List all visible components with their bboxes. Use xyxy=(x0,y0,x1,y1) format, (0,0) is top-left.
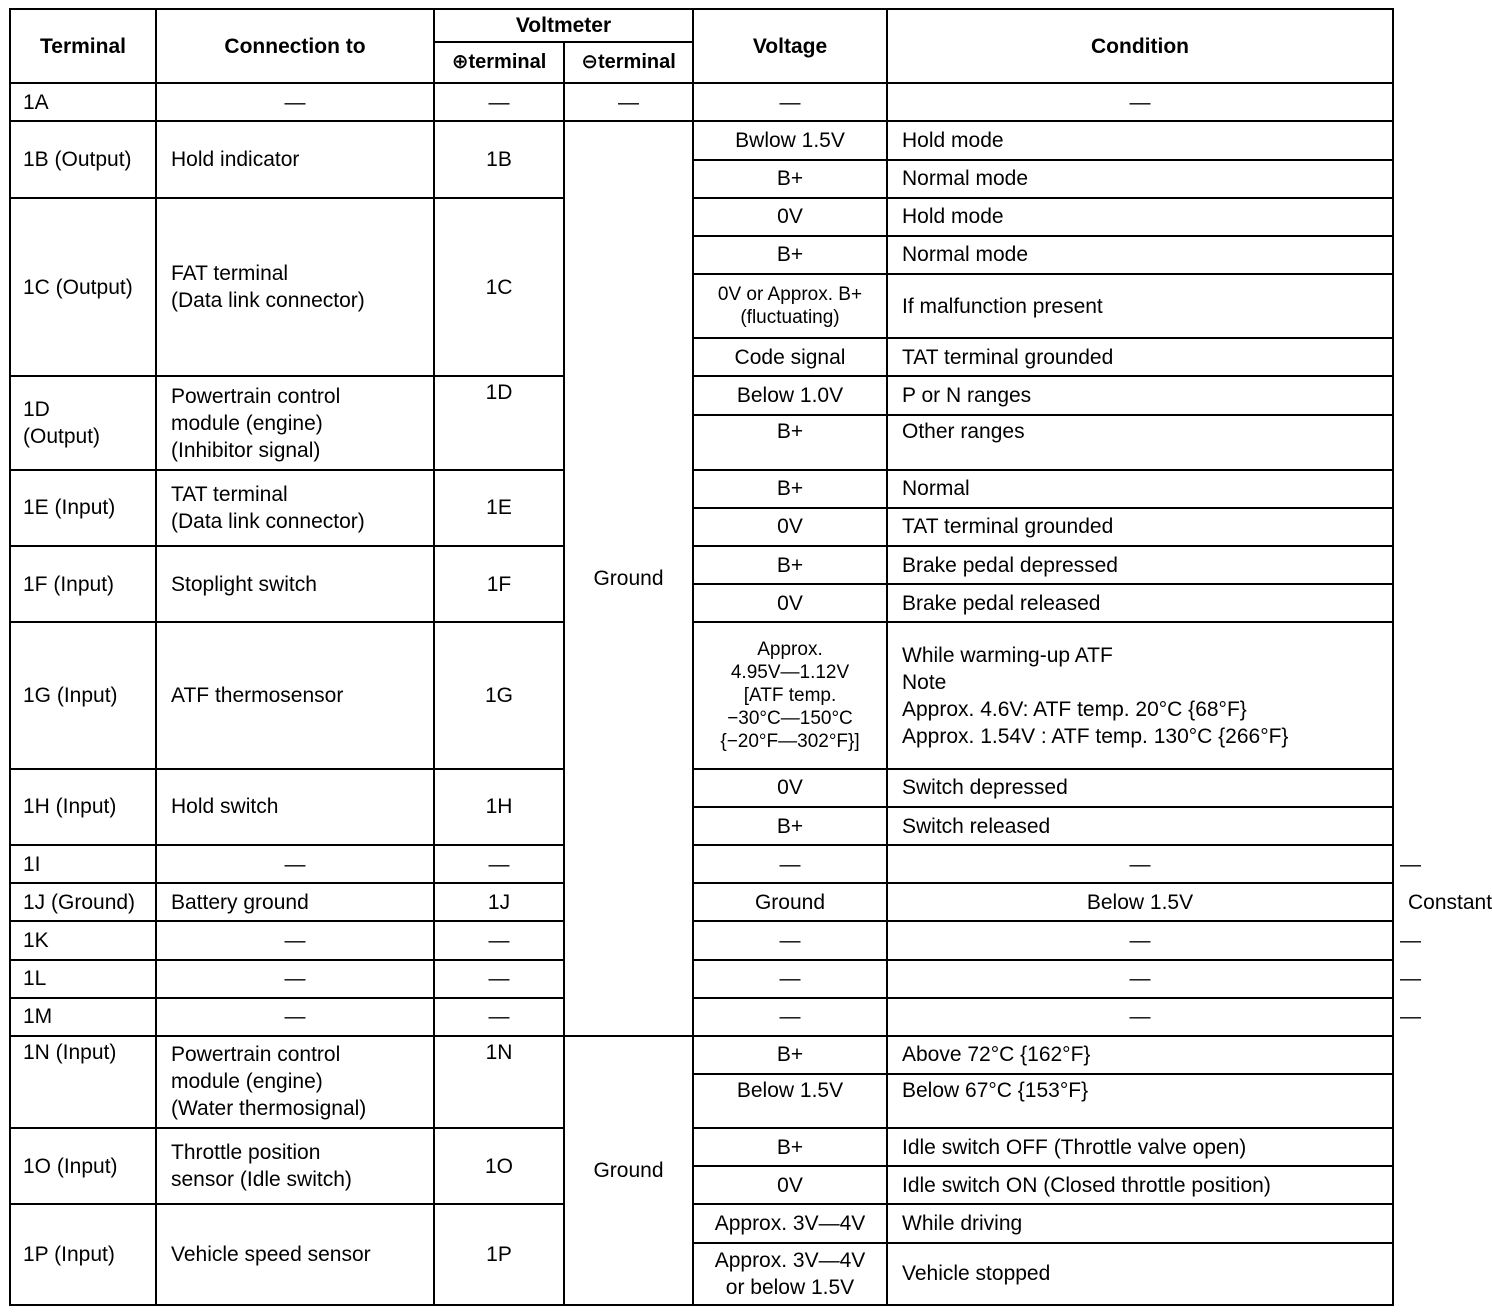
table-row xyxy=(10,769,1393,807)
voltage-cell: B+ xyxy=(693,1128,887,1166)
terminal-cell: 1B (Output) xyxy=(10,121,156,197)
terminal-cell: 1A xyxy=(10,83,156,121)
table-row: 1J (Ground) Battery ground 1J Ground Below 1.5V Constant xyxy=(10,883,1393,921)
terminal-cell: 1O (Input) xyxy=(10,1128,156,1204)
pos-terminal-cell: — xyxy=(434,998,564,1036)
terminal-cell: 1K xyxy=(10,921,156,959)
condition-cell: Other ranges xyxy=(887,415,1393,470)
pos-terminal-cell: 1F xyxy=(434,546,564,622)
terminal-cell: 1D (Output) xyxy=(10,376,156,469)
header-condition: Condition xyxy=(887,9,1393,83)
neg-terminal-cell: — xyxy=(564,83,693,121)
condition-cell: TAT terminal grounded xyxy=(887,508,1393,546)
connection-cell: — xyxy=(156,960,434,998)
terminal-cell: 1E (Input) xyxy=(10,470,156,546)
connection-cell: — xyxy=(156,998,434,1036)
terminal-cell: 1G (Input) xyxy=(10,622,156,769)
voltage-cell: Approx. 3V—4V or below 1.5V xyxy=(693,1243,887,1305)
condition-cell: Normal xyxy=(887,470,1393,508)
table-row: 1M — — — — — xyxy=(10,998,1393,1036)
pos-terminal-cell: 1D xyxy=(434,376,564,469)
voltage-cell: Below 1.5V xyxy=(887,883,1393,921)
table-row: 1K — — — — — xyxy=(10,921,1393,959)
voltage-cell: — xyxy=(887,845,1393,883)
connection-cell: Hold indicator xyxy=(156,121,434,197)
voltage-cell: Below 1.0V xyxy=(693,376,887,414)
voltage-cell: Approx. 4.95V—1.12V [ATF temp. −30°C—150°C {−20°F—302°F}] xyxy=(693,622,887,769)
condition-cell: Hold mode xyxy=(887,198,1393,236)
voltage-cell: 0V xyxy=(693,769,887,807)
table-row: 1I — — — — — xyxy=(10,845,1393,883)
terminal-cell: 1I xyxy=(10,845,156,883)
condition-cell: Vehicle stopped xyxy=(887,1243,1393,1305)
condition-cell: Idle switch OFF (Throttle valve open) xyxy=(887,1128,1393,1166)
condition-cell: While warming-up ATF Note Approx. 4.6V: ATF temp. 20°C {68°F} Approx. 1.54V : ATF temp. 130°C {266°F} xyxy=(887,622,1393,769)
terminal-voltage-table xyxy=(9,8,1492,1306)
voltage-cell: Below 1.5V xyxy=(693,1074,887,1128)
voltage-cell: 0V xyxy=(693,1166,887,1204)
table-row xyxy=(10,622,1393,769)
neg-terminal-cell: — xyxy=(693,845,887,883)
neg-terminal-cell: — xyxy=(693,998,887,1036)
connection-cell: ATF thermosensor xyxy=(156,622,434,769)
header-voltage: Voltage xyxy=(693,9,887,83)
voltage-cell: B+ xyxy=(693,470,887,508)
pos-terminal-cell: — xyxy=(434,921,564,959)
neg-terminal-cell: Ground xyxy=(693,883,887,921)
connection-cell: Throttle position sensor (Idle switch) xyxy=(156,1128,434,1204)
connection-cell: TAT terminal (Data link connector) xyxy=(156,470,434,546)
terminal-cell: 1J (Ground) xyxy=(10,883,156,921)
voltage-cell: Bwlow 1.5V xyxy=(693,121,887,159)
condition-cell: — xyxy=(887,83,1393,121)
terminal-cell: 1F (Input) xyxy=(10,546,156,622)
header-connection: Connection to xyxy=(156,9,434,83)
table-row xyxy=(10,546,1393,584)
pos-terminal-cell: — xyxy=(434,83,564,121)
voltage-cell: B+ xyxy=(693,546,887,584)
header-voltmeter: Voltmeter xyxy=(434,9,693,42)
neg-terminal-cell: — xyxy=(693,921,887,959)
condition-cell: Normal mode xyxy=(887,160,1393,198)
neg-terminal-ground-cell: Ground xyxy=(564,121,693,1035)
condition-cell: Switch released xyxy=(887,807,1393,845)
voltage-cell: B+ xyxy=(693,160,887,198)
condition-cell: While driving xyxy=(887,1204,1393,1242)
condition-cell: P or N ranges xyxy=(887,376,1393,414)
header-negative-terminal: ⊖terminal xyxy=(564,42,693,83)
pos-terminal-cell: 1G xyxy=(434,622,564,769)
pos-terminal-cell: 1J xyxy=(434,883,564,921)
condition-cell: TAT terminal grounded xyxy=(887,338,1393,376)
connection-cell: — xyxy=(156,921,434,959)
voltage-cell: — xyxy=(693,83,887,121)
pos-terminal-cell: — xyxy=(434,845,564,883)
voltage-cell: 0V xyxy=(693,584,887,622)
connection-cell: Stoplight switch xyxy=(156,546,434,622)
condition-cell: Below 67°C {153°F} xyxy=(887,1074,1393,1128)
voltage-cell: — xyxy=(887,998,1393,1036)
table-row xyxy=(10,1036,1393,1074)
voltage-cell: B+ xyxy=(693,1036,887,1074)
voltage-cell: Code signal xyxy=(693,338,887,376)
connection-cell: Battery ground xyxy=(156,883,434,921)
terminal-cell: 1M xyxy=(10,998,156,1036)
header-positive-terminal: ⊕terminal xyxy=(434,42,564,83)
pos-terminal-cell: 1E xyxy=(434,470,564,546)
pos-terminal-cell: 1H xyxy=(434,769,564,845)
connection-cell: — xyxy=(156,845,434,883)
pos-terminal-cell: 1P xyxy=(434,1204,564,1305)
terminal-cell: 1H (Input) xyxy=(10,769,156,845)
connection-cell: Hold switch xyxy=(156,769,434,845)
condition-cell: Brake pedal depressed xyxy=(887,546,1393,584)
condition-cell: If malfunction present xyxy=(887,274,1393,338)
voltage-cell: Approx. 3V—4V xyxy=(693,1204,887,1242)
connection-cell: FAT terminal (Data link connector) xyxy=(156,198,434,377)
voltage-cell: — xyxy=(887,921,1393,959)
table-row xyxy=(10,121,1393,159)
voltage-cell: 0V xyxy=(693,198,887,236)
condition-cell: Idle switch ON (Closed throttle position) xyxy=(887,1166,1393,1204)
voltage-cell: — xyxy=(887,960,1393,998)
condition-cell: Brake pedal released xyxy=(887,584,1393,622)
connection-cell: — xyxy=(156,83,434,121)
condition-cell: Switch depressed xyxy=(887,769,1393,807)
pos-terminal-cell: — xyxy=(434,960,564,998)
pos-terminal-cell: 1B xyxy=(434,121,564,197)
table-row xyxy=(10,470,1393,508)
pos-terminal-cell: 1C xyxy=(434,198,564,377)
connection-cell: Powertrain control module (engine) (Inhibitor signal) xyxy=(156,376,434,469)
voltage-cell: 0V or Approx. B+ (fluctuating) xyxy=(693,274,887,338)
voltage-cell: B+ xyxy=(693,415,887,470)
pos-terminal-cell: 1N xyxy=(434,1036,564,1128)
condition-cell: Above 72°C {162°F} xyxy=(887,1036,1393,1074)
table-row xyxy=(10,1128,1393,1166)
voltage-cell: 0V xyxy=(693,508,887,546)
pos-terminal-cell: 1O xyxy=(434,1128,564,1204)
terminal-cell: 1C (Output) xyxy=(10,198,156,377)
terminal-cell: 1L xyxy=(10,960,156,998)
connection-cell: Powertrain control module (engine) (Water thermosignal) xyxy=(156,1036,434,1128)
neg-terminal-cell: — xyxy=(693,960,887,998)
table-row xyxy=(10,376,1393,414)
connection-cell: Vehicle speed sensor xyxy=(156,1204,434,1305)
neg-terminal-ground-cell: Ground xyxy=(564,1036,693,1305)
table-row xyxy=(10,83,1393,121)
voltage-cell: B+ xyxy=(693,807,887,845)
table-row xyxy=(10,1204,1393,1242)
table-row xyxy=(10,198,1393,236)
terminal-cell: 1P (Input) xyxy=(10,1204,156,1305)
table-row: 1L — — — — — xyxy=(10,960,1393,998)
header-terminal: Terminal xyxy=(10,9,156,83)
condition-cell: Hold mode xyxy=(887,121,1393,159)
condition-cell: Normal mode xyxy=(887,236,1393,274)
terminal-cell: 1N (Input) xyxy=(10,1036,156,1128)
voltage-cell: B+ xyxy=(693,236,887,274)
